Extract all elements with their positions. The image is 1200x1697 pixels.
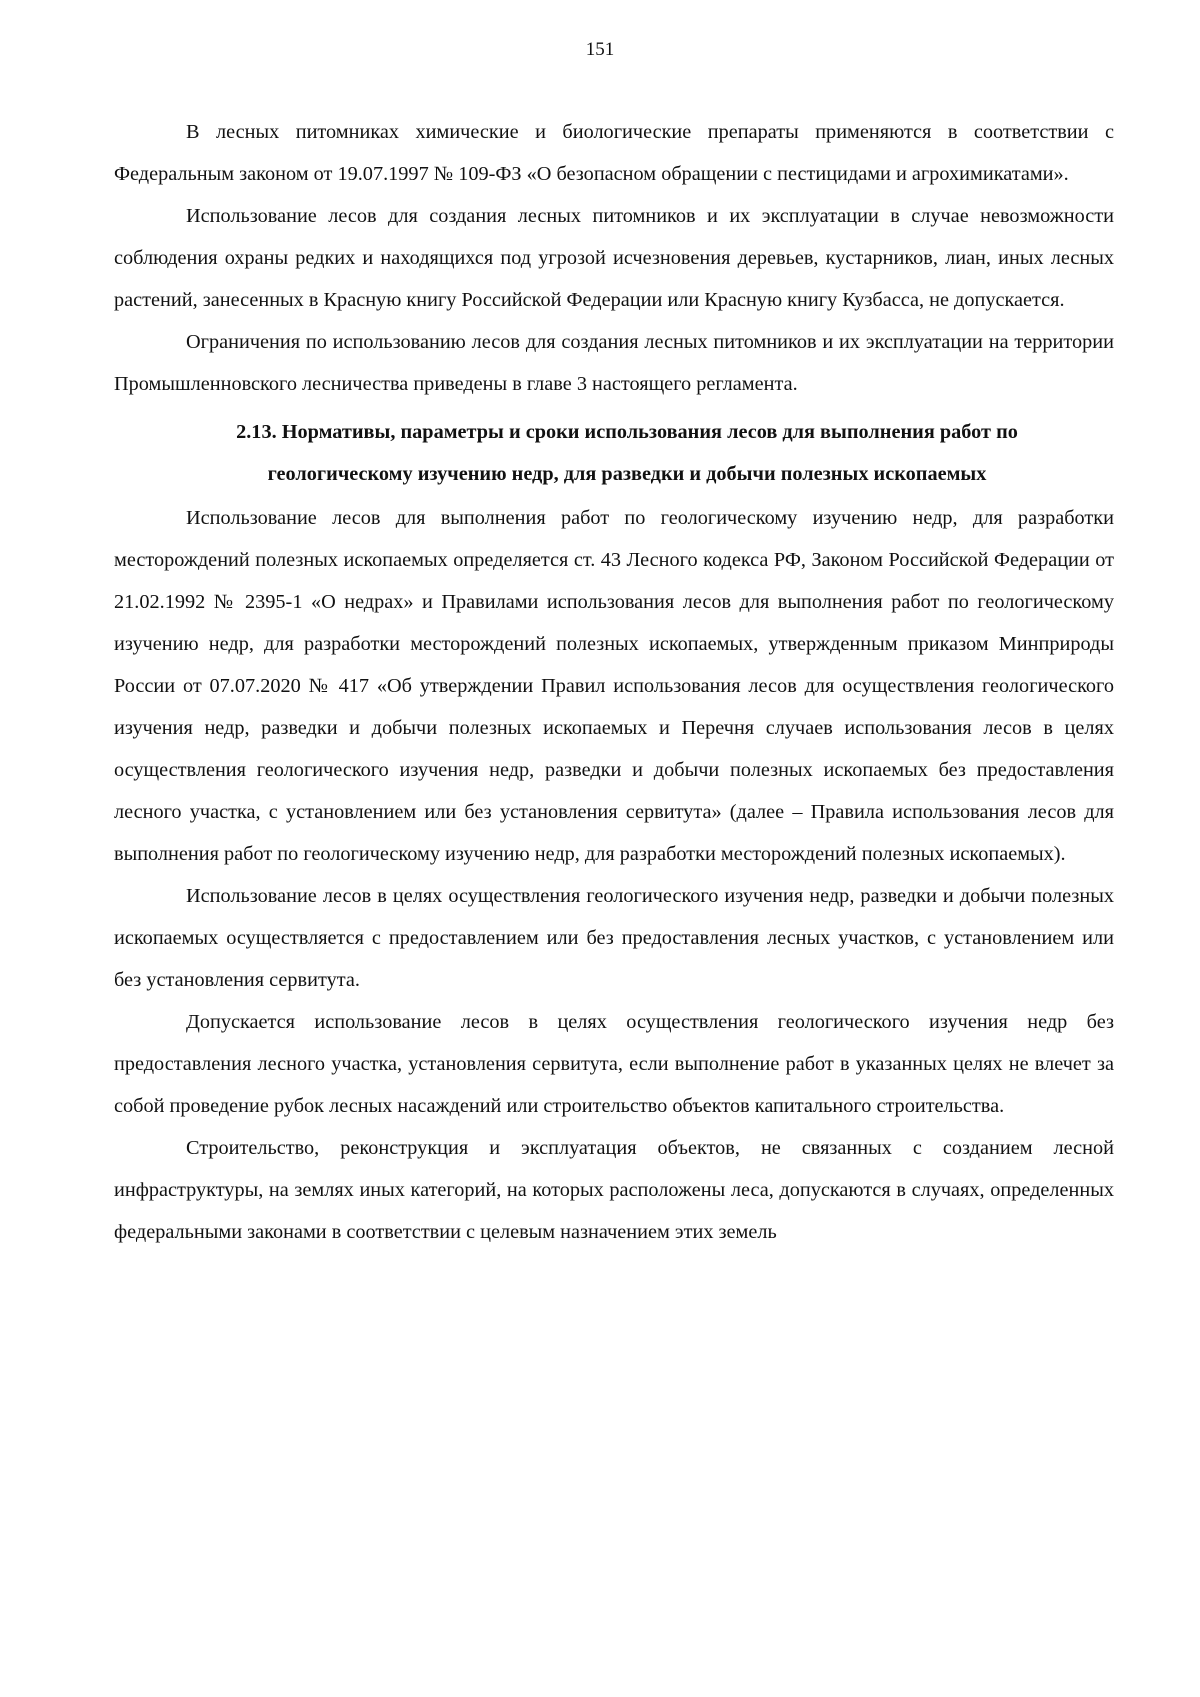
paragraph-permitted-use: Допускается использование лесов в целях осуществления геологического изучения недр без предоставления лесного участка, установления сервитута, если выполнение работ в указанных целях не влечет за собой проведение рубок лесных насаждений или строительство объектов капитального строительства.: [114, 1011, 1114, 1117]
paragraph-usage-modes: Использование лесов в целях осуществления геологического изучения недр, разведки и добычи полезных ископаемых осуществляется с предоставлением или без предоставления лесных участков, с установлением или без установления сервитута.: [114, 885, 1114, 991]
paragraph-legal-basis: Использование лесов для выполнения работ по геологическому изучению недр, для разработки месторождений полезных ископаемых определяется ст. 43 Лесного кодекса РФ, Законом Российской Федерации от 21.02.1992 № 2395-1 «О недрах» и Правилами использования лесов для выполнения работ по геологическому изучению недр, для разработки месторождений полезных ископаемых, утвержденным приказом Минприроды России от 07.07.2020 № 417 «Об утверждении Правил использования лесов для осуществления геологического изучения недр, разведки и добычи полезных ископаемых и Перечня случаев использования лесов в целях осуществления геологического изучения недр, разведки и добычи полезных ископаемых без предоставления лесного участка, с установлением или без установления сервитута» (далее – Правила использования лесов для выполнения работ по геологическому изучению недр, для разработки месторождений полезных ископаемых).: [114, 507, 1114, 865]
document-body: [114, 111, 1114, 1253]
paragraph-restrictions: Ограничения по использованию лесов для создания лесных питомников и их эксплуатации на территории Промышленновского лесничества приведены в главе 3 настоящего регламента.: [114, 331, 1114, 395]
paragraph-construction: Строительство, реконструкция и эксплуатация объектов, не связанных с созданием лесной инфраструктуры, на землях иных категорий, на которых расположены леса, допускаются в случаях, определенных федеральными законами в соответствии с целевым назначением этих земель: [114, 1137, 1114, 1243]
paragraph-rare-species: Использование лесов для создания лесных питомников и их эксплуатации в случае невозможности соблюдения охраны редких и находящихся под угрозой исчезновения деревьев, кустарников, лиан, иных лесных растений, занесенных в Красную книгу Российской Федерации или Красную книгу Кузбасса, не допускается.: [114, 205, 1114, 311]
section-heading: 2.13. Нормативы, параметры и сроки использования лесов для выполнения работ по геологическому изучению недр, для разведки и добычи полезных ископаемых: [236, 421, 1018, 485]
page-number: 151: [585, 39, 615, 60]
paragraph-pesticides: В лесных питомниках химические и биологические препараты применяются в соответствии с Федеральным законом от 19.07.1997 № 109-ФЗ «О безопасном обращении с пестицидами и агрохимикатами».: [114, 121, 1114, 185]
